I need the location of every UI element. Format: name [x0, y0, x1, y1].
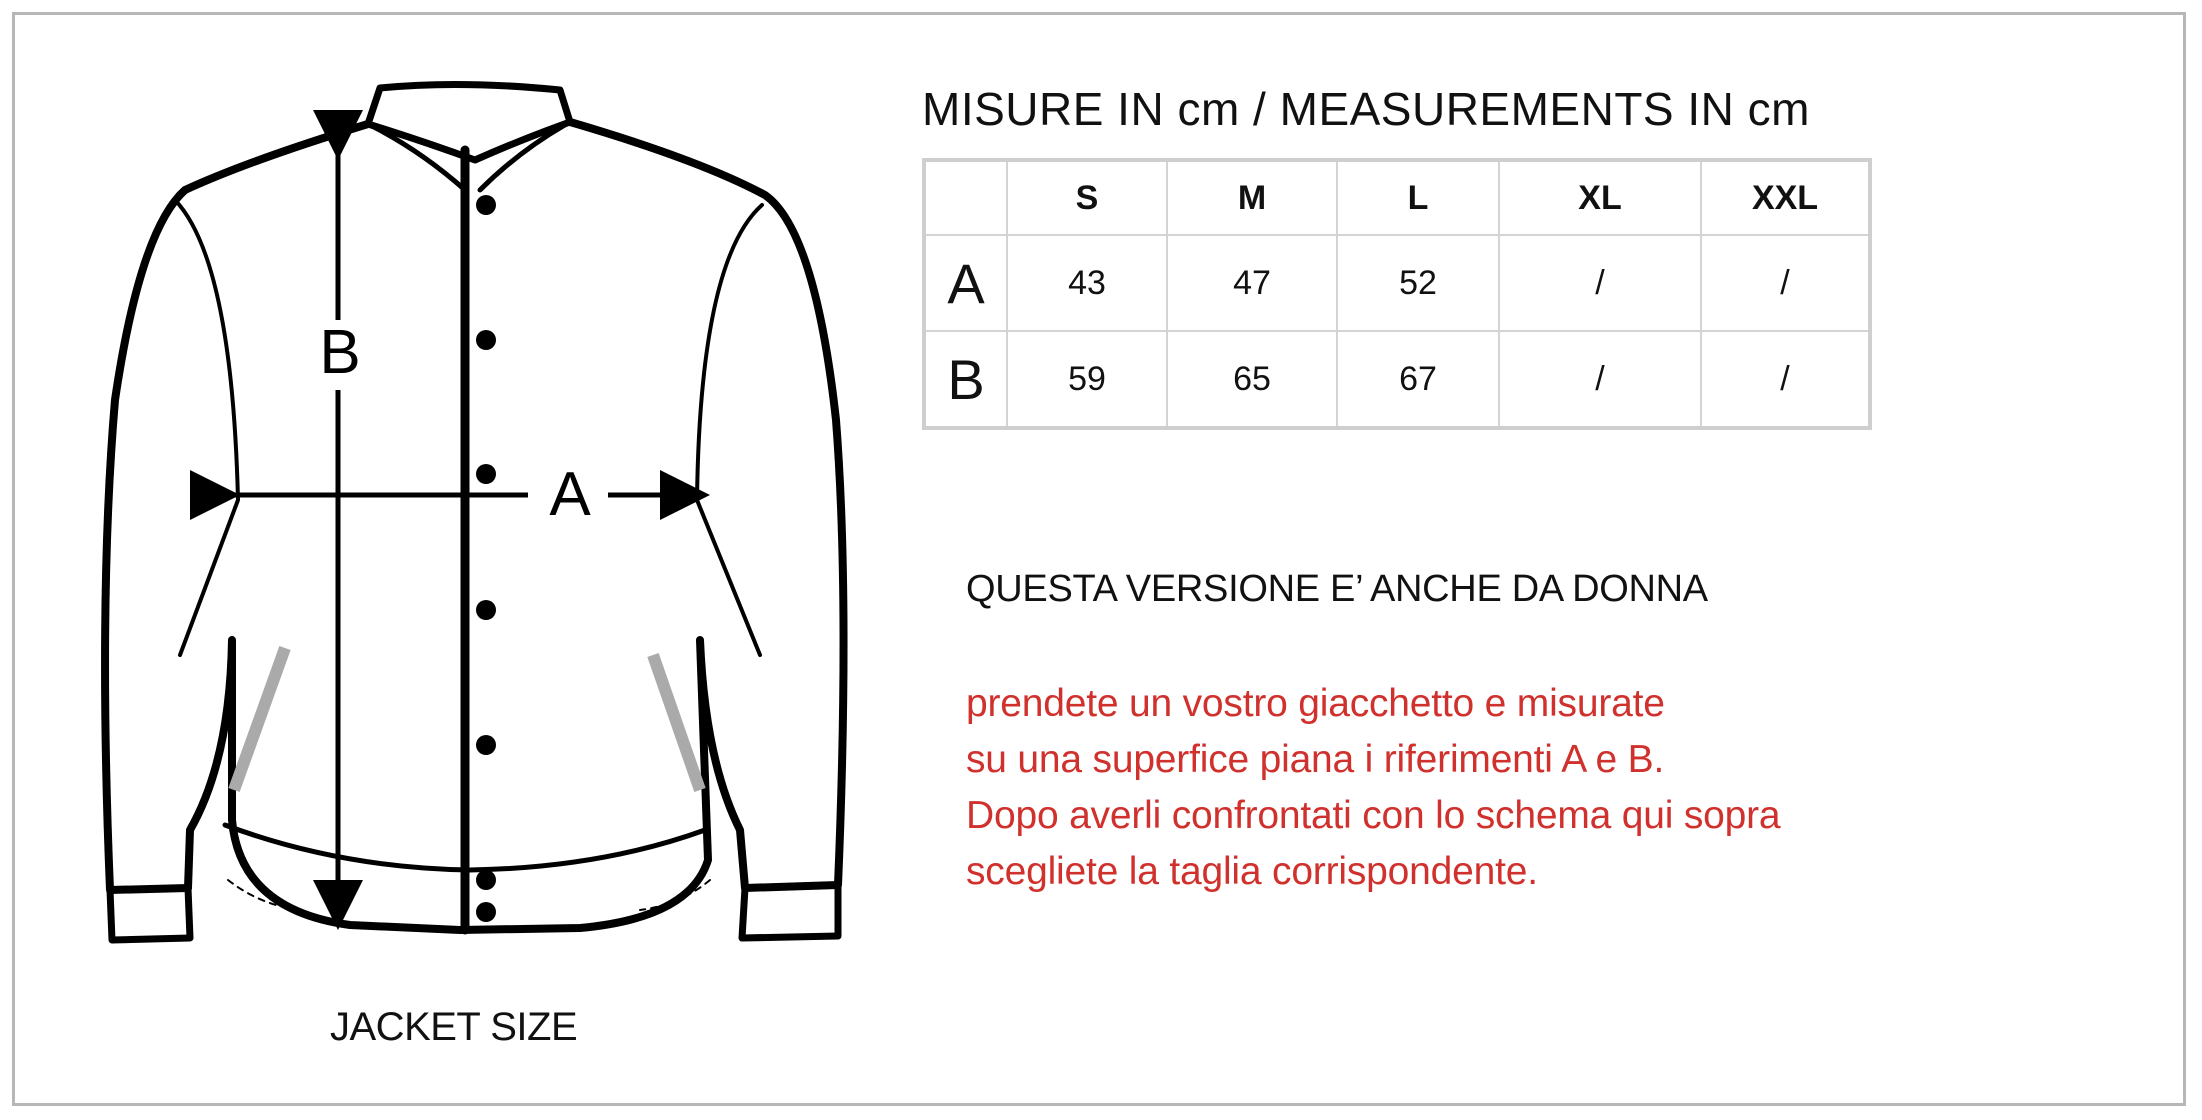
table-header-row [924, 160, 1870, 235]
table-cell: / [1499, 235, 1701, 331]
table-row [924, 331, 1870, 428]
table-row [924, 235, 1870, 331]
right-pocket [653, 655, 700, 790]
instruction-line: prendete un vostro giacchetto e misurate [966, 682, 1665, 725]
buttons [476, 195, 496, 922]
header-l: L [1337, 160, 1499, 235]
table-cell: / [1701, 331, 1870, 428]
row-label-a: A [924, 235, 1007, 331]
header-xl: XL [1499, 160, 1701, 235]
table-cell: 43 [1007, 235, 1167, 331]
table-title: MISURE IN cm / MEASUREMENTS IN cm [922, 83, 1810, 135]
women-version-note: QUESTA VERSIONE E’ ANCHE DA DONNA [966, 568, 1708, 610]
table-cell: / [1499, 331, 1701, 428]
measuring-instructions [966, 676, 1780, 900]
table-cell: 65 [1167, 331, 1337, 428]
header-s: S [1007, 160, 1167, 235]
jacket-body [105, 122, 844, 930]
instruction-line: scegliete la taglia corrispondente. [966, 850, 1538, 893]
header-m: M [1167, 160, 1337, 235]
jacket-caption: JACKET SIZE [330, 1005, 578, 1049]
label-a: A [549, 460, 591, 529]
table-corner-cell [924, 160, 1007, 235]
label-b: B [319, 318, 361, 387]
table-cell: 52 [1337, 235, 1499, 331]
jacket-diagram [0, 0, 900, 1120]
jacket-outline [105, 84, 844, 940]
size-table [922, 158, 1872, 430]
instruction-line: Dopo averli confrontati con lo schema qui sopra [966, 794, 1781, 837]
table-cell: 67 [1337, 331, 1499, 428]
header-xxl: XXL [1701, 160, 1870, 235]
table-cell: 59 [1007, 331, 1167, 428]
left-pocket [234, 648, 285, 790]
row-label-b: B [924, 331, 1007, 428]
instruction-line: su una superfice piana i riferimenti A e B. [966, 738, 1665, 781]
table-cell: 47 [1167, 235, 1337, 331]
table-cell: / [1701, 235, 1870, 331]
